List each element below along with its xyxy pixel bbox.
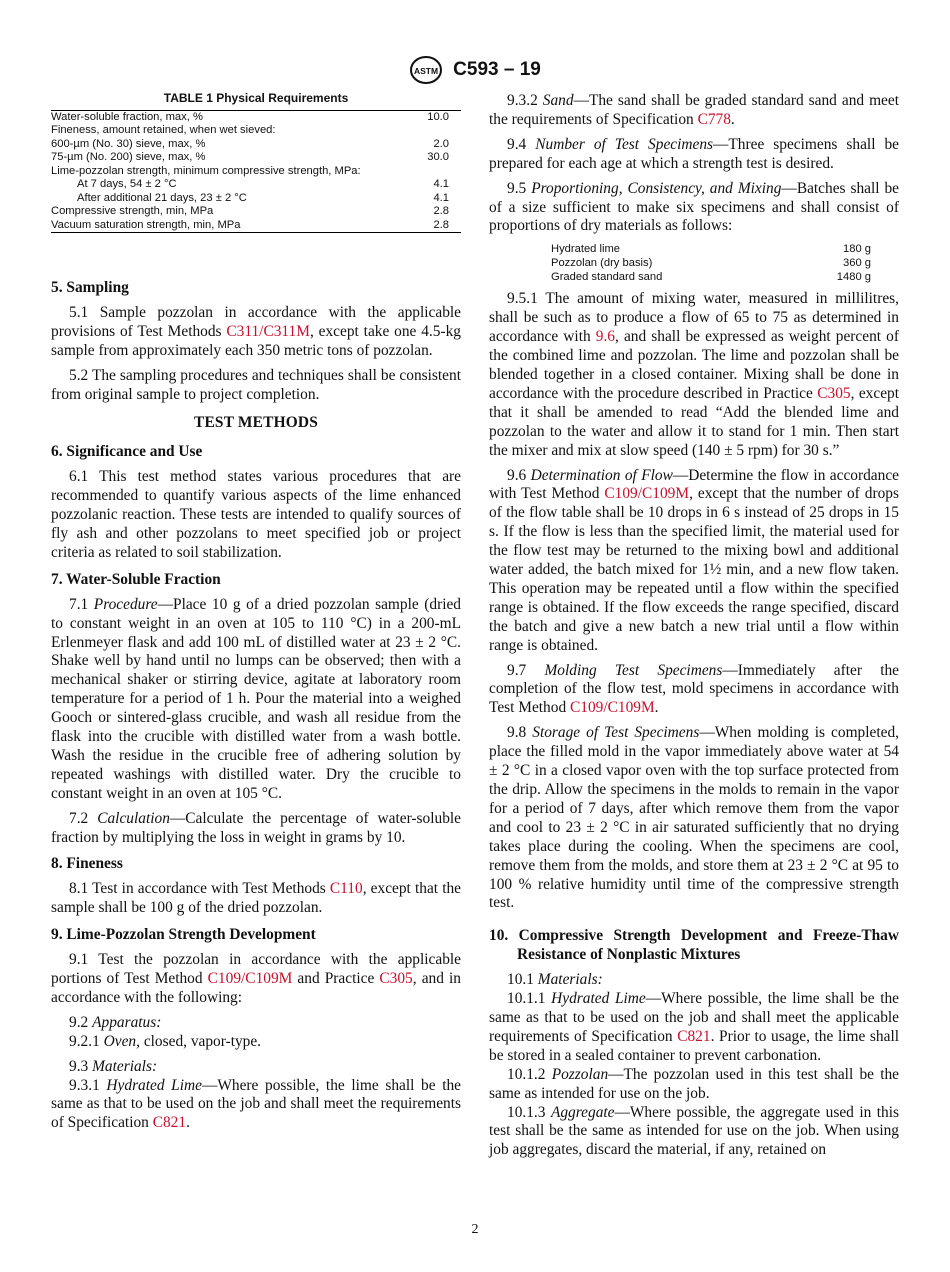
paragraph-9-6: 9.6 Determination of Flow—Determine the flow in accordance with Test Method C109/C109M, except that the number of drops of the flow table shall be 10 drops in 6 s instead of 25 drops in 15 s. If the flow is less than the specified limit, the material used for the flow test may be returned to the mixing bowl and additional water added, the batch mixed for 1½ min, and a new flow taken. This operation may be repeated until a flow within the specified range is obtained. If the flow exceeds the range specified, discard the batch and give a new batch a new trial until a flow within range is obtained. xyxy=(489,466,899,654)
mix-proportions-table xyxy=(551,242,871,284)
paragraph-8-1: 8.1 Test in accordance with Test Methods C110, except that the sample shall be 100 g of the dried pozzolan. xyxy=(51,880,461,917)
paragraph-5-1: 5.1 Sample pozzolan in accordance with the applicable provisions of Test Methods C311/C311M, except take one 4.5-kg sample from approximately each 350 metric tons of pozzolan. xyxy=(51,303,461,359)
link-9-6[interactable]: 9.6 xyxy=(595,328,616,346)
physical-requirements-table xyxy=(51,92,461,233)
table-row xyxy=(51,219,461,233)
paragraph-9-3-1: 9.3.1 Hydrated Lime—Where possible, the lime shall be the same as that to be used on the job and shall meet the requirements of Specification C821. xyxy=(51,1076,461,1132)
table-row xyxy=(51,124,461,138)
paragraph-9-1: 9.1 Test the pozzolan in accordance with the applicable portions of Test Method C109/C109M and Practice C305, and in accordance with the following: xyxy=(51,951,461,1006)
mix-row xyxy=(551,242,871,256)
paragraph-10-1-3: 10.1.3 Aggregate—Where possible, the aggregate used in this test shall be the same as intended for use on the job. When using job aggregates, discard the material, if any, retained on xyxy=(489,1103,899,1159)
paragraph-9-4: 9.4 Number of Test Specimens—Three specimens shall be prepared for each age at which a strength test is desired. xyxy=(489,135,899,172)
link-c821[interactable]: C821 xyxy=(152,1114,187,1132)
paragraph-5-2: 5.2 The sampling procedures and techniques shall be consistent from original sample to project completion. xyxy=(51,366,461,403)
link-c311[interactable]: C311/C311M xyxy=(226,322,310,340)
link-c109-c[interactable]: C109/C109M xyxy=(570,699,655,717)
page-header xyxy=(0,55,950,85)
mix-cell-value: 180 g xyxy=(843,243,871,256)
link-c109-b[interactable]: C109/C109M xyxy=(604,485,690,503)
paragraph-10-1-2: 10.1.2 Pozzolan—The pozzolan used in this test shall be the same as intended for use on the job. xyxy=(489,1065,899,1102)
table-cell-value xyxy=(389,165,461,179)
table-cell-label: Compressive strength, min, MPa xyxy=(51,205,214,217)
test-methods-heading: TEST METHODS xyxy=(194,414,318,432)
table-cell-label: Water-soluble fraction, max, % xyxy=(51,110,389,124)
paragraph-9-3: 9.3 Materials: xyxy=(69,1057,158,1075)
paragraph-7-2: 7.2 Calculation—Calculate the percentage of water-soluble fraction by multiplying the loss in weight in grams by 10. xyxy=(51,809,461,846)
table-row xyxy=(51,165,461,179)
table-title: TABLE 1 Physical Requirements xyxy=(163,91,349,105)
table-row xyxy=(51,151,461,165)
table-cell-value: 2.8 xyxy=(433,205,449,217)
mix-row xyxy=(551,256,871,270)
astm-logo-icon xyxy=(409,55,443,85)
link-c778[interactable]: C778 xyxy=(697,110,731,128)
table-cell-label: At 7 days, 54 ± 2 °C xyxy=(77,178,177,190)
link-c305[interactable]: C305 xyxy=(379,970,413,987)
logo-text: ASTM xyxy=(414,66,439,76)
mix-cell-label: Hydrated lime xyxy=(551,243,621,256)
section-5-heading: 5. Sampling xyxy=(51,279,129,296)
paragraph-9-3-2: 9.3.2 Sand—The sand shall be graded standard sand and meet the requirements of Specification C778. xyxy=(489,92,899,128)
left-column xyxy=(51,92,461,1139)
table-cell-value: 10.0 xyxy=(389,110,461,124)
table-cell-value: 4.1 xyxy=(433,191,449,204)
table-cell-label: 75-µm (No. 200) sieve, max, % xyxy=(51,151,206,163)
table-cell-value: 2.0 xyxy=(433,137,449,150)
section-7-heading: 7. Water-Soluble Fraction xyxy=(51,570,221,588)
table-cell-label: 600-µm (No. 30) sieve, max, % xyxy=(51,137,206,150)
right-column xyxy=(489,92,899,1160)
link-c109[interactable]: C109/C109M xyxy=(207,970,293,987)
table-cell-label: Vacuum saturation strength, min, MPa xyxy=(51,219,389,233)
paragraph-7-1: 7.1 Procedure—Place 10 g of a dried pozzolan sample (dried to constant weight in an oven at 105 to 110 °C) in a 200-mL Erlenmeyer flask and add 100 mL of distilled water at 23 ± 2 °C. Shake well by hand until no lumps can be observed; then with a mechanical shaker or stirring device, agitate at laboratory room temperature for a period of 1 h. Pour the material into a weighed Gooch or sintered-glass crucible, and wash all residue from the flask into the crucible with distilled water from a wash bottle. Wash the residue in the crucible free of adhering solution by repeated washings with distilled water. Dry the crucible to constant weight in an oven at 105 °C. xyxy=(51,595,461,802)
page-number: 2 xyxy=(471,1222,479,1237)
mix-cell-label: Pozzolan (dry basis) xyxy=(551,257,653,270)
mix-cell-value: 360 g xyxy=(843,257,871,270)
table-row xyxy=(51,138,461,152)
mix-cell-value: 1480 g xyxy=(836,271,871,284)
paragraph-6-1: 6.1 This test method states various procedures that are recommended to quantify various aspects of the lime enhanced pozzolanic reaction. These tests are intended to qualify sources of fly ash and other pozzolans to meet specified job or project criteria as related to soil stabilization. xyxy=(51,468,461,561)
link-c305-b[interactable]: C305 xyxy=(817,384,851,402)
table-cell-label: Lime-pozzolan strength, minimum compressive strength, MPa: xyxy=(51,164,361,177)
table-row xyxy=(51,110,461,124)
section-10-heading: 10. Compressive Strength Development and Freeze-Thaw Resistance of Nonplastic Mixtures xyxy=(489,927,899,964)
standard-designation: C593 – 19 xyxy=(453,59,541,80)
section-8-heading: 8. Fineness xyxy=(51,855,123,873)
table-row xyxy=(51,178,461,192)
paragraph-9-2: 9.2 Apparatus: xyxy=(69,1013,162,1031)
section-9-heading: 9. Lime-Pozzolan Strength Development xyxy=(51,926,316,944)
table-cell-value: 2.8 xyxy=(389,219,461,233)
paragraph-9-5-1: 9.5.1 The amount of mixing water, measured in millilitres, shall be such as to produce a flow of 65 to 75 as determined in accordance with 9.6, and shall be expressed as weight percent of the combined lime and pozzolan. The lime and pozzolan shall be blended together in a closed container. Mixing shall be done in accordance with the procedure described in Practice C305, except that it shall be amended to read “Add the blended lime and pozzolan to the water and allow it to stand for 1 min. Then start the mixer and mix at slow speed (140 ± 5 rpm) for 30 s.” xyxy=(489,290,900,459)
mix-cell-label: Graded standard sand xyxy=(551,271,663,284)
table-cell-value: 30.0 xyxy=(427,151,449,163)
paragraph-9-2-1: 9.2.1 Oven, closed, vapor-type. xyxy=(69,1032,262,1050)
paragraph-9-8: 9.8 Storage of Test Specimens—When molding is completed, place the filled mold in the vapor immediately above water at 54 ± 2 °C in a closed vapor oven with the top surface protected from the drip. Allow the specimens in the molds to remain in the vapor for a period of 7 days, after which remove them from the vapor and cool to 23 ± 2 °C in air saturated sufficiently that no drying takes place during the cooling. When the specimens are cool, remove them from the molds, and store them at 23 ± 2 °C at 95 to 100 % relative humidity until time of the compressive strength test. xyxy=(489,724,899,912)
mix-row xyxy=(551,270,871,284)
table-cell-value xyxy=(389,124,461,138)
table-cell-value: 4.1 xyxy=(433,178,449,190)
link-c821-b[interactable]: C821 xyxy=(677,1027,711,1045)
paragraph-9-7: 9.7 Molding Test Specimens—Immediately after the completion of the flow test, mold specimens in accordance with Test Method C109/C109M. xyxy=(489,661,899,717)
table-row xyxy=(51,192,461,206)
paragraph-10-1: 10.1 Materials: xyxy=(507,971,603,989)
table-cell-label: Fineness, amount retained, when wet sieved: xyxy=(51,124,276,136)
table-row xyxy=(51,205,461,219)
table-cell-label: After additional 21 days, 23 ± 2 °C xyxy=(77,191,247,204)
link-c110[interactable]: C110 xyxy=(329,880,363,898)
section-6-heading: 6. Significance and Use xyxy=(51,443,203,461)
paragraph-9-5: 9.5 Proportioning, Consistency, and Mixing—Batches shall be of a size sufficient to make six specimens and shall consist of proportions of dry materials as follows: xyxy=(489,179,900,235)
paragraph-10-1-1: 10.1.1 Hydrated Lime—Where possible, the lime shall be the same as that to be used on the job and shall meet the applicable requirements of Specification C821. Prior to usage, the lime shall be stored in a sealed container to prevent carbonation. xyxy=(489,990,899,1064)
